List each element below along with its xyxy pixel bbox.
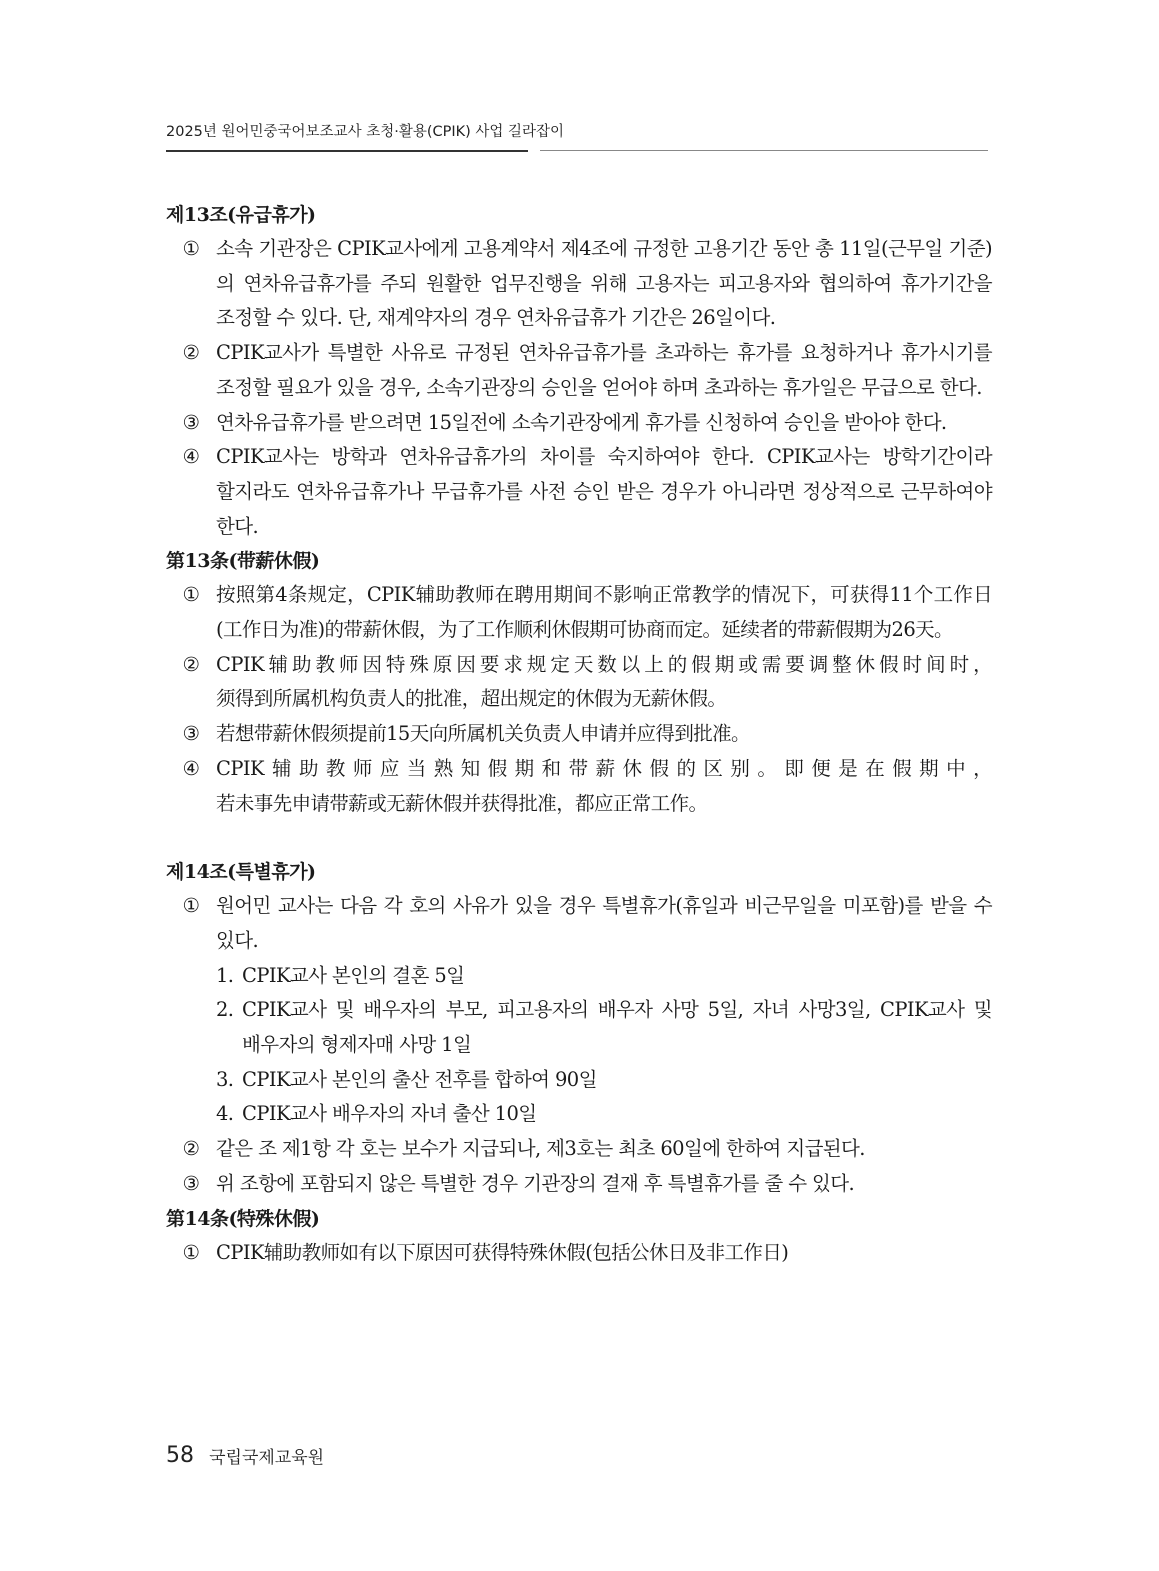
item-text: 같은 조 제1항 각 호는 보수가 지급되나, 제3호는 최초 60일에 한하여 지급된다. bbox=[216, 1137, 865, 1161]
article-13-zh-item-4 bbox=[166, 752, 992, 821]
subitem-text: CPIK교사 본인의 출산 전후를 합하여 90일 bbox=[242, 1067, 597, 1091]
article-14-subitem-3 bbox=[166, 1063, 992, 1098]
item-text: 若想带薪休假须提前15天向所属机关负责人申请并应得到批准。 bbox=[216, 722, 750, 746]
header-rule-thick bbox=[166, 150, 528, 152]
item-text: CPIK교사는 방학과 연차유급휴가의 차이를 숙지하여야 한다. CPIK교사는 방학기간이라 할지라도 연차유급휴가나 무급휴가를 사전 승인 받은 경우가 아니라면 정상적으로 근무하여야 한다. bbox=[216, 445, 992, 538]
article-14-item-3 bbox=[166, 1167, 992, 1202]
subitem-text: CPIK교사 본인의 결혼 5일 bbox=[242, 963, 465, 987]
item-text: CPIK辅助教师因特殊原因要求规定天数以上的假期或需要调整休假时间时，须得到所属机构负责人的批准，超出规定的休假为无薪休假。 bbox=[216, 652, 992, 711]
subitem-text: CPIK교사 배우자의 자녀 출산 10일 bbox=[242, 1102, 537, 1126]
item-marker: ① bbox=[182, 894, 200, 918]
item-text: 연차유급휴가를 받으려면 15일전에 소속기관장에게 휴가를 신청하여 승인을 받아야 한다. bbox=[216, 410, 947, 434]
subitem-number: 3. bbox=[216, 1067, 234, 1091]
article-14-subitem-4 bbox=[166, 1097, 992, 1132]
header-title: 2025년 원어민중국어보조교사 초청·활용(CPIK) 사업 길라잡이 bbox=[166, 124, 565, 140]
item-text: 按照第4条规定，CPIK辅助教师在聘用期间不影响正常教学的情况下，可获得11个工作日(工作日为准)的带薪休假，为了工作顺利休假期可协商而定。延续者的带薪假期为26天。 bbox=[216, 583, 992, 642]
article-14-subitem-1 bbox=[166, 959, 992, 994]
header-rule-thin bbox=[540, 150, 988, 151]
item-text: CPIK교사가 특별한 사유로 규정된 연차유급휴가를 초과하는 휴가를 요청하거나 휴가시기를 조정할 필요가 있을 경우, 소속기관장의 승인을 얻어야 하며 초과하는 휴가일은 무급으로 한다. bbox=[216, 341, 992, 399]
item-marker: ① bbox=[182, 1240, 200, 1264]
item-marker: ① bbox=[182, 583, 200, 607]
article-13-item-4 bbox=[166, 440, 992, 544]
item-text: 원어민 교사는 다음 각 호의 사유가 있을 경우 특별휴가(휴일과 비근무일을 미포함)를 받을 수 있다. bbox=[216, 894, 992, 952]
item-marker: ③ bbox=[182, 1171, 200, 1195]
page-header bbox=[166, 118, 988, 152]
item-marker: ④ bbox=[182, 445, 200, 469]
item-marker: ③ bbox=[182, 722, 200, 746]
article-13-item-2 bbox=[166, 336, 992, 405]
item-text: CPIK辅助教师应当熟知假期和带薪休假的区别。即便是在假期中，若未事先申请带薪或无薪休假并获得批准，都应正常工作。 bbox=[216, 756, 992, 815]
article-14-zh-item-1 bbox=[166, 1236, 992, 1271]
item-marker: ② bbox=[182, 1137, 200, 1161]
article-14-item-2 bbox=[166, 1132, 992, 1167]
article-13-item-3 bbox=[166, 406, 992, 441]
subitem-text: CPIK교사 및 배우자의 부모, 피고용자의 배우자 사망 5일, 자녀 사망3일, CPIK교사 및 배우자의 형제자매 사망 1일 bbox=[242, 998, 992, 1057]
item-text: 위 조항에 포함되지 않은 특별한 경우 기관장의 결재 후 특별휴가를 줄 수 있다. bbox=[216, 1171, 855, 1195]
article-13-heading-zh: 第13条(带薪休假) bbox=[166, 550, 320, 573]
item-text: CPIK辅助教师如有以下原因可获得特殊休假(包括公休日及非工作日) bbox=[216, 1240, 789, 1264]
section-spacer bbox=[166, 821, 992, 855]
main-content bbox=[166, 198, 992, 1270]
article-14-heading-zh: 第14条(特殊休假) bbox=[166, 1207, 320, 1230]
subitem-number: 1. bbox=[216, 963, 234, 987]
article-13-item-1 bbox=[166, 232, 992, 336]
item-marker: ④ bbox=[182, 756, 200, 780]
article-14-item-1 bbox=[166, 889, 992, 958]
item-marker: ② bbox=[182, 341, 200, 365]
item-marker: ③ bbox=[182, 410, 200, 434]
page-footer bbox=[166, 1443, 324, 1468]
subitem-number: 2. bbox=[216, 998, 234, 1022]
article-13-zh-item-3 bbox=[166, 717, 992, 752]
article-14-heading-ko: 제14조(특별휴가) bbox=[166, 861, 316, 884]
article-14-subitem-2 bbox=[166, 993, 992, 1062]
subitem-number: 4. bbox=[216, 1102, 234, 1126]
item-marker: ① bbox=[182, 237, 200, 260]
publisher-name: 국립국제교육원 bbox=[209, 1448, 325, 1468]
article-13-zh-item-1 bbox=[166, 578, 992, 647]
article-13-zh-item-2 bbox=[166, 648, 992, 717]
page-number: 58 bbox=[166, 1443, 194, 1468]
item-marker: ② bbox=[182, 652, 200, 676]
item-text: 소속 기관장은 CPIK교사에게 고용계약서 제4조에 규정한 고용기간 동안 총 11일(근무일 기준)의 연차유급휴가를 주되 원활한 업무진행을 위해 고용자는 피고용자와 협의하여 휴가기간을 조정할 수 있다. 단, 재계약자의 경우 연차유급휴가 기간은 26일이다. bbox=[216, 237, 992, 330]
article-13-heading-ko: 제13조(유급휴가) bbox=[166, 204, 316, 226]
